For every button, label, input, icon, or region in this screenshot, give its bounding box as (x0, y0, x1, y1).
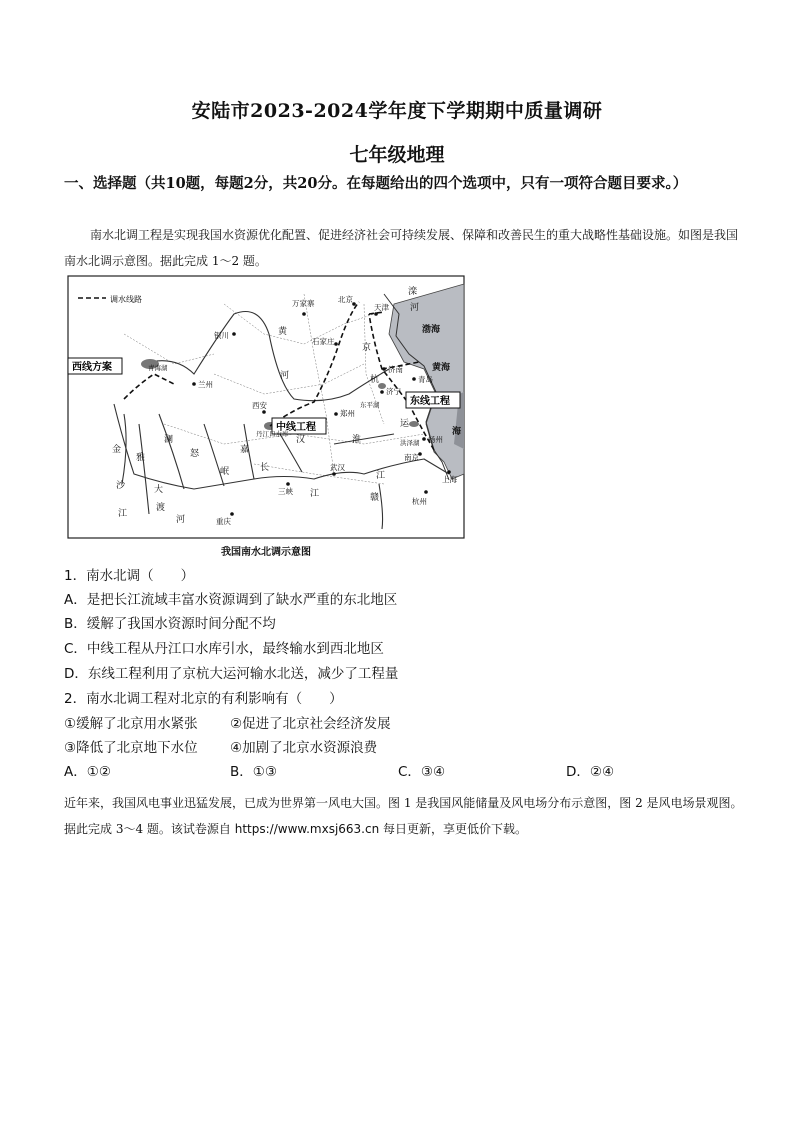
question-1-option-c[interactable]: C．中线工程从丹江口水库引水，最终输水到西北地区 (64, 641, 384, 657)
statement-3: ③降低了北京地下水位 (64, 740, 198, 756)
city-chongqing: 重庆 (216, 517, 231, 526)
city-nanjing: 南京 (404, 453, 419, 462)
river-label-min: 岷 (220, 467, 230, 477)
city-beijing: 北京 (338, 295, 353, 304)
city-wanjiazhai: 万家寨 (292, 299, 315, 308)
city-shanghai: 上海 (442, 475, 457, 484)
river-label-jing: 京 (362, 343, 372, 353)
river-label-yun: 运 (400, 419, 410, 429)
question-2-stem (64, 687, 343, 711)
river-label-hang: 杭 (370, 375, 380, 385)
south-north-water-map (64, 274, 468, 560)
wind-power-intro (64, 790, 744, 842)
label-east-route: 东线工程 (410, 396, 450, 407)
river-label-he: 河 (280, 371, 290, 381)
reservoir-danjiangkou: 丹江口水库 (256, 430, 289, 438)
question-1-stem (64, 564, 194, 588)
river-label-jiang2: 江 (118, 509, 128, 519)
question-2-option-b[interactable]: B．①③ (230, 764, 277, 780)
river-label-da: 大 (154, 485, 164, 495)
river-label-duhe: 河 (176, 515, 186, 525)
river-label-du: 渡 (156, 503, 166, 513)
city-lanzhou: 兰州 (198, 380, 213, 389)
river-label-sha: 沙 (116, 481, 126, 491)
city-yinchuan: 银川 (214, 331, 229, 340)
section-heading: 一、选择题（共10题，每题2分，共20分。在每题给出的四个选项中，只有一项符合题目要求。） (64, 175, 688, 192)
map-caption: 我国南水北调示意图 (221, 547, 311, 558)
statement-2: ②促进了北京社会经济发展 (230, 716, 391, 732)
intro-paragraph: 南水北调工程是实现我国水资源优化配置、促进经济社会可持续发展、保障和改善民生的重大战略性基础设施。如图是我国南水北调示意图。据此完成 1～2 题。 (64, 228, 739, 268)
river-label-huai: 淮 (352, 435, 362, 445)
city-tianjin: 天津 (374, 303, 389, 312)
question-1-text: 南水北调（ ） (86, 568, 195, 584)
river-label-chang: 长 (260, 463, 270, 473)
map-svg (64, 274, 468, 542)
city-wuhan: 武汉 (330, 463, 345, 472)
lake-qinghai: 青海湖 (148, 364, 168, 372)
map-legend: 调水线路 (110, 295, 142, 304)
river-label-nu: 怒 (190, 449, 200, 459)
question-2-number: 2． (64, 691, 87, 707)
statement-1: ①缓解了北京用水紧张 (64, 716, 198, 732)
exam-subtitle: 七年级地理 (349, 144, 445, 166)
question-1-option-b[interactable]: B．缓解了我国水资源时间分配不均 (64, 616, 276, 632)
city-yangzhou: 扬州 (428, 435, 443, 444)
river-label-jiang: 江 (310, 489, 320, 499)
river-label-xiang: 江 (376, 471, 386, 481)
question-2-option-a[interactable]: A．①② (64, 764, 111, 780)
city-hangzhou: 杭州 (412, 497, 427, 506)
city-jinan: 济南 (388, 365, 403, 374)
lake-dongping: 东平湖 (360, 401, 380, 409)
question-1-number: 1． (64, 568, 87, 584)
river-label-jia: 嘉 (240, 445, 250, 455)
wind-power-text: 近年来，我国风电事业迅猛发展，已成为世界第一风电大国。图 1 是我国风能储量及风电场分布示意图，图 2 是风电场景观图。据此完成 3～4 题。该试卷源自 (64, 796, 743, 836)
sea-donghai: 海 (452, 427, 462, 437)
river-label-huang: 黄 (278, 327, 288, 337)
river-label-ya: 雅 (136, 453, 146, 463)
question-2-option-c[interactable]: C．③④ (398, 764, 446, 780)
river-label-lan: 澜 (164, 435, 174, 445)
city-jining: 济宁 (386, 387, 401, 396)
city-qingdao: 青岛 (418, 375, 433, 384)
city-zhengzhou: 郑州 (340, 409, 355, 418)
statement-4: ④加剧了北京水资源浪费 (230, 740, 378, 756)
lake-hongze: 洪泽湖 (400, 439, 420, 447)
river-label-luanhe: 河 (410, 303, 420, 313)
question-2-option-d[interactable]: D．②④ (566, 764, 615, 780)
question-2-text: 南水北调工程对北京的有利影响有（ ） (86, 691, 343, 707)
river-label-jin: 金 (112, 445, 122, 455)
sea-huanghai: 黄海 (432, 363, 451, 373)
river-label-luan: 滦 (408, 287, 418, 297)
river-label-gan: 赣 (370, 493, 380, 503)
label-middle-route: 中线工程 (276, 422, 316, 433)
city-sanxia: 三峡 (278, 487, 293, 496)
exam-title: 安陆市2023-2024学年度下学期期中质量调研 (191, 100, 603, 122)
river-label-han: 汉 (296, 435, 306, 445)
source-note: 每日更新，享更低价下载。 (383, 822, 528, 836)
source-link[interactable]: https://www.mxsj663.cn (234, 822, 380, 836)
city-xian: 西安 (252, 401, 267, 410)
label-west-route: 西线方案 (72, 362, 112, 373)
city-shijiazhuang: 石家庄 (312, 337, 335, 346)
sea-bohai-1: 渤海 (422, 325, 441, 335)
question-1-option-d[interactable]: D．东线工程利用了京杭大运河输水北送，减少了工程量 (64, 666, 399, 682)
question-1-option-a[interactable]: A．是把长江流域丰富水资源调到了缺水严重的东北地区 (64, 592, 398, 608)
